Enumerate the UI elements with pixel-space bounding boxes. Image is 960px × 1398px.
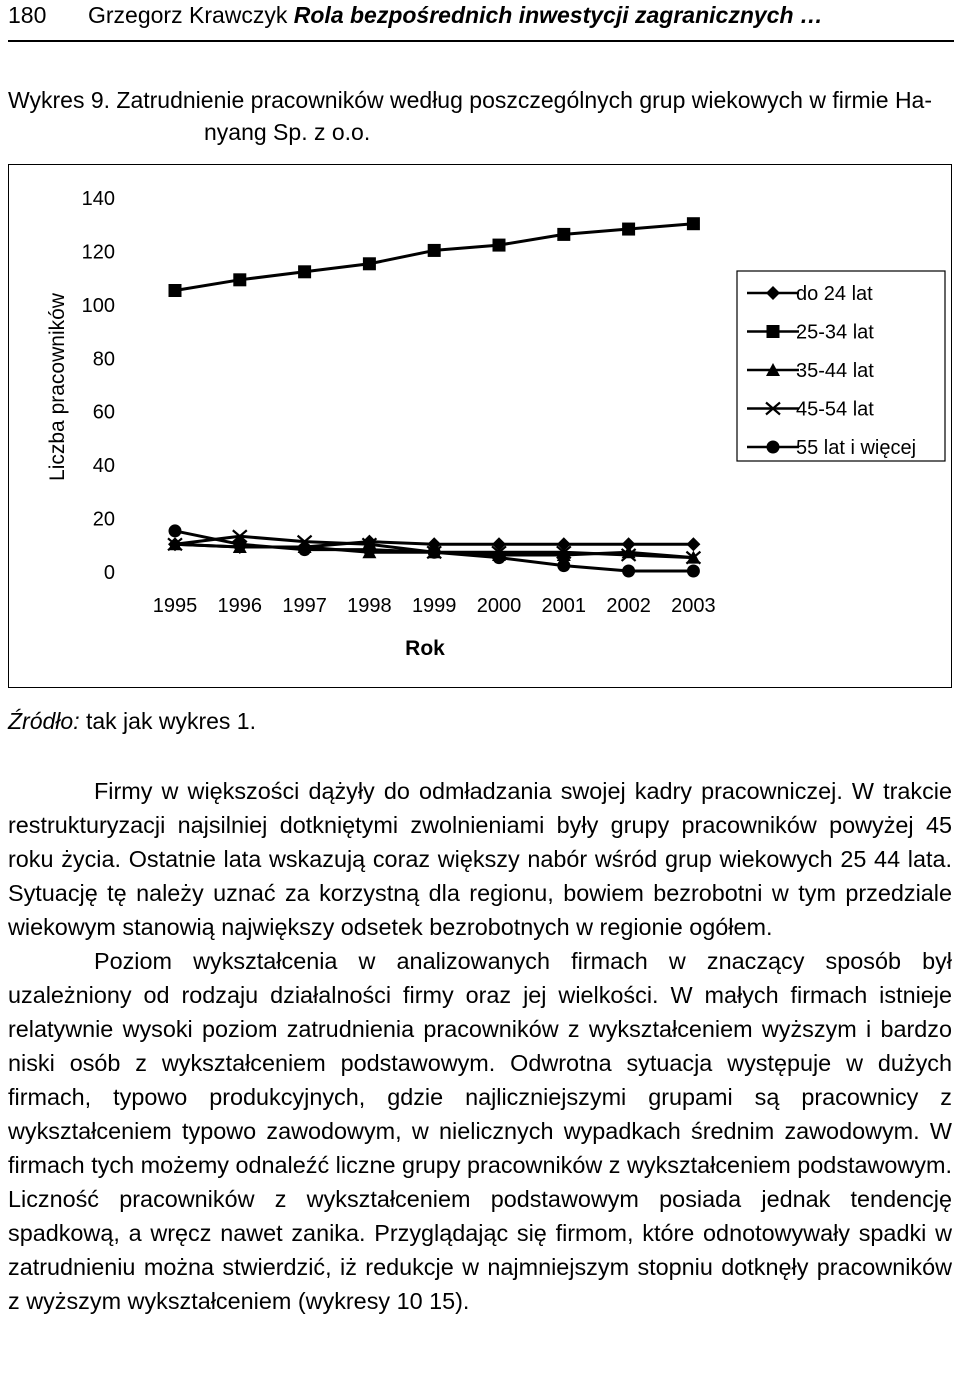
line-chart	[9, 165, 951, 687]
data-point-square	[233, 273, 246, 286]
data-point-circle	[363, 543, 376, 556]
header-rule	[8, 40, 954, 42]
legend-marker-circle	[767, 441, 780, 454]
data-point-square	[622, 223, 635, 236]
legend-label: 55 lat i więcej	[796, 437, 917, 459]
y-axis-ticks	[82, 188, 115, 584]
y-tick-label: 0	[103, 562, 115, 584]
x-axis-label: Rok	[405, 637, 445, 660]
y-tick-label: 20	[92, 508, 115, 531]
paragraph: Firmy w większości dążyły do odmładzania swojej kadry pracowniczej. W trakcie restrukturyzacji najsilniej dotkniętymi zwolnieniami były grupy pracowników powyżej 45 roku życia. Ostatnie lata wskazują coraz większy nabór wśród grup wiekowych 25 44 lata. Sytuację tę należy uznać za korzystną dla regionu, bowiem bezrobotni w tym przedziale wiekowym stanowią największy odsetek bezrobotnych w regionie ogółem.	[8, 778, 952, 940]
series-line-square	[175, 224, 693, 291]
data-point-circle	[622, 565, 635, 578]
data-point-square	[493, 239, 506, 252]
series-markers	[168, 217, 700, 577]
page-number: 180	[8, 2, 47, 28]
x-tick-label: 1995	[152, 595, 198, 617]
source-label: Źródło:	[8, 708, 80, 734]
header-author: Grzegorz Krawczyk	[88, 2, 288, 28]
data-point-square	[557, 228, 570, 241]
figure-caption-line1: Wykres 9. Zatrudnienie pracowników według poszczególnych grup wiekowych w firmie Ha-	[8, 87, 933, 113]
data-point-circle	[233, 538, 246, 551]
y-tick-label: 60	[92, 401, 115, 424]
x-tick-label: 2002	[606, 595, 651, 617]
figure-caption	[8, 84, 952, 148]
x-tick-label: 1996	[217, 595, 263, 617]
y-axis-label: Liczba pracowników	[46, 293, 69, 481]
series-lines	[175, 224, 693, 571]
body-text	[8, 774, 952, 1318]
x-tick-label: 1999	[411, 595, 457, 617]
chart-frame	[8, 164, 952, 688]
y-tick-label: 80	[92, 348, 115, 371]
source-note	[8, 706, 256, 736]
figure-caption-line2: nyang Sp. z o.o.	[204, 119, 371, 145]
data-point-circle	[493, 551, 506, 564]
page-header	[8, 0, 952, 36]
y-tick-label: 40	[92, 455, 115, 478]
data-point-square	[298, 265, 311, 278]
data-point-circle	[687, 565, 700, 578]
x-axis-ticks	[153, 595, 716, 617]
data-point-square	[169, 284, 182, 297]
legend-label: 35-44 lat	[796, 360, 874, 382]
data-point-diamond	[686, 537, 700, 551]
data-point-circle	[428, 546, 441, 559]
y-tick-label: 140	[81, 188, 115, 210]
x-tick-label: 2001	[541, 595, 587, 617]
x-tick-label: 1998	[347, 595, 392, 617]
legend-label: do 24 lat	[796, 283, 873, 305]
x-tick-label: 2000	[476, 595, 522, 617]
x-tick-label: 2003	[671, 595, 716, 617]
legend-label: 45-54 lat	[796, 398, 874, 421]
data-point-circle	[169, 524, 182, 537]
data-point-circle	[298, 543, 311, 556]
x-tick-label: 1997	[282, 595, 327, 617]
data-point-circle	[557, 559, 570, 572]
data-point-square	[687, 217, 700, 230]
legend	[737, 271, 945, 461]
paragraph: Poziom wykształcenia w analizowanych firmach w znaczący sposób był uzależniony od rodzaju działalności firmy oraz jej wielkości. W małych firmach istnieje relatywnie wysoki poziom zatrudnienia pracowników z wykształceniem wyższym i bardzo niski osób z wykształceniem podstawowym. Odwrotna sytuacja występuje w dużych firmach, typowo produkcyjnych, gdzie najliczniejszymi grupami są pracownicy z wykształceniem typowo zawodowym, w nielicznych wypadkach średnim zawodowym. W firmach tych możemy odnaleźć liczne grupy pracowników z wykształceniem podstawowym. Liczność pracowników z wykształceniem podstawowym posiada jednak tendencję spadkową, a wręcz nawet zanika. Przyglądając się firmom, które odnotowywały spadki w zatrudnieniu można stwierdzić, iż redukcje w najmniejszym stopniu dotknęły pracowników z wyższym wykształceniem (wykresy 10 15).	[8, 948, 952, 1314]
source-text: tak jak wykres 1.	[79, 708, 256, 734]
running-title	[88, 0, 823, 30]
y-tick-label: 100	[81, 294, 115, 317]
y-tick-label: 120	[81, 241, 115, 264]
legend-marker-square	[767, 325, 780, 338]
data-point-square	[428, 244, 441, 257]
header-title: Rola bezpośrednich inwestycji zagranicznych …	[293, 2, 823, 28]
data-point-square	[363, 257, 376, 270]
legend-label: 25-34 lat	[796, 321, 874, 344]
